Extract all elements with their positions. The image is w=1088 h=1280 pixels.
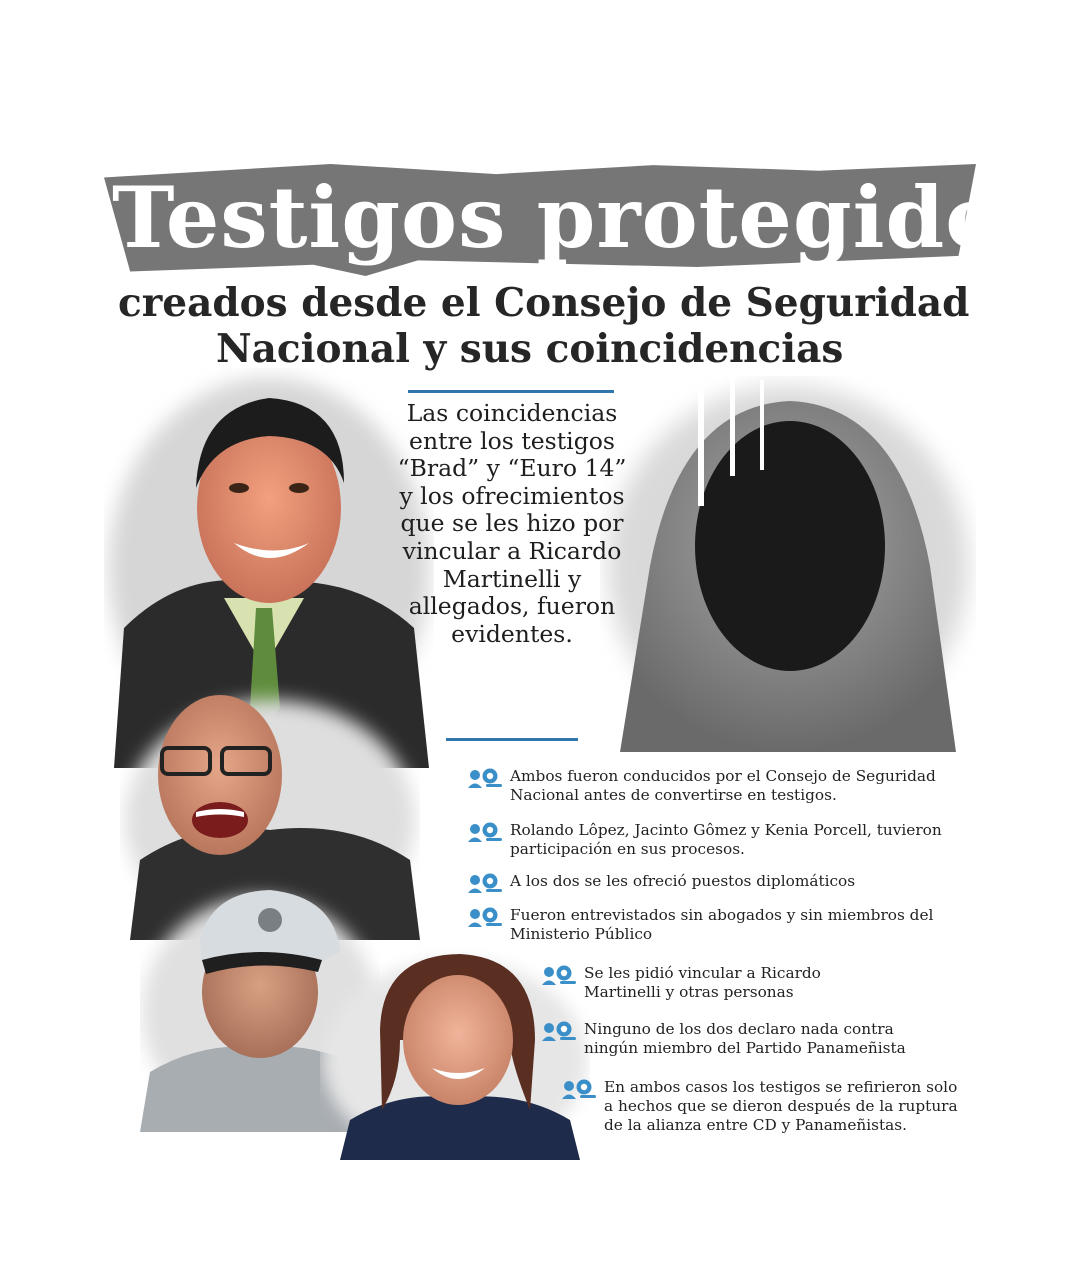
intro-text: Las coincidencias entre los testigos “Brad” y “Euro 14” y los ofrecimientos que se les hizo por vincular a Ricardo Martinelli y allegados, fueron evidentes. [397,399,627,648]
photo-hooded-witness [600,376,976,752]
bullet-text: Fueron entrevistados sin abogados y sin miembros del Ministerio Público [510,906,934,943]
bullet-text: A los dos se les ofreció puestos diplomáticos [510,872,856,890]
people-icon [466,767,506,789]
people-icon [466,906,506,928]
people-icon [540,964,580,986]
bullet-text: Ninguno de los dos declaro nada contra ningún miembro del Partido Panameñista [584,1020,906,1057]
intro-top-rule [408,390,614,393]
subheadline [118,280,978,372]
list-item [466,906,956,944]
bullet-text: Rolando Lôpez, Jacinto Gômez y Kenia Porcell, tuvieron participación en sus procesos. [510,821,942,858]
bullet-text: En ambos casos los testigos se refirieron solo a hechos que se dieron después de la ruptura de la alianza entre CD y Panameñistas. [604,1078,958,1134]
list-item [466,821,956,859]
bullet-text: Se les pidió vincular a Ricardo Martinelli y otras personas [584,964,821,1001]
headline: Testigos protegidos [112,168,1051,267]
subheadline-line-1: creados desde el Consejo de Seguridad [118,280,970,326]
list-item [466,872,946,894]
people-icon [540,1020,580,1042]
intro-bottom-rule [446,738,578,741]
bullet-text: Ambos fueron conducidos por el Consejo de Seguridad Nacional antes de convertirse en testigos. [510,767,936,804]
people-icon [466,821,506,843]
list-item [560,1078,970,1135]
list-item [540,1020,920,1058]
list-item [540,964,840,1002]
people-icon [466,872,506,894]
list-item [466,767,946,805]
people-icon [560,1078,600,1100]
subheadline-line-2: Nacional y sus coincidencias [216,326,844,372]
